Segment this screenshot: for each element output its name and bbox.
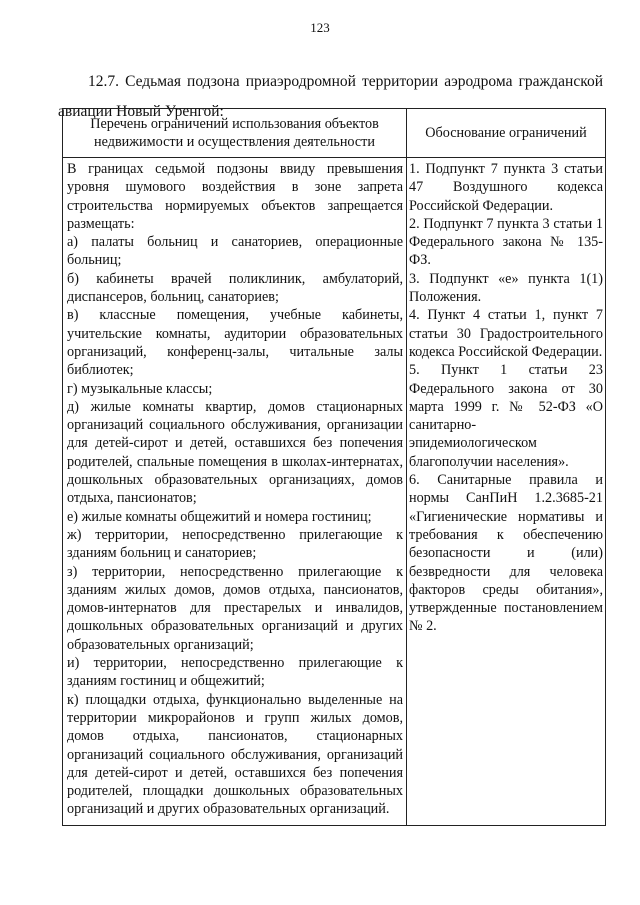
restriction-item-zh: ж) территории, непосредственно прилегающие к зданиям больниц и санаториев; (67, 526, 403, 562)
ground-item-6: 6. Санитарные правила и нормы СанПиН 1.2.3685-21 «Гигиенические нормативы и требования к обеспечению безопасности и (или) безвредности для человека факторов среды обитания», утвержденные постановлением № 2. (409, 472, 603, 635)
ground-item-2: 2. Подпункт 7 пункта 3 статьи 1 Федерального закона № 135-ФЗ. (409, 215, 603, 269)
ground-item-5: 5. Пункт 1 статьи 23 Федерального закона от 30 марта 1999 г. № 52-ФЗ «О санитарно-эпидемиологическом благополучии населения». (409, 362, 603, 470)
restriction-item-z: з) территории, непосредственно прилегающие к зданиям жилых домов, домов отдыха, пансионатов, домов-интернатов для престарелых и инвалидов, дошкольных образовательных организаций и других образовательных организаций; (67, 563, 403, 653)
restrictions-cell (63, 158, 407, 826)
restriction-item-v: в) классные помещения, учебные кабинеты, учительские комнаты, аудитории образовательных организаций, конференц-залы, читальные залы библиотек; (67, 307, 403, 379)
restriction-item-a: а) палаты больниц и санаториев, операционные больниц; (67, 234, 403, 269)
header-grounds: Обоснование ограничений (407, 109, 606, 158)
ground-item-1: 1. Подпункт 7 пункта 3 статьи 47 Воздушного кодекса Российской Федерации. (409, 161, 603, 214)
table-header-row (63, 109, 606, 158)
section-heading: 12.7. Седьмая подзона приаэродромной территории аэродрома гражданской авиации Новый Уренгой: (58, 72, 603, 120)
restriction-item-i: и) территории, непосредственно прилегающие к зданиям гостиниц и общежитий; (67, 655, 403, 690)
restriction-item-k: к) площадки отдыха, функционально выделенные на территории микрорайонов и групп жилых домов, домов отдыха, пансионатов, стационарных организаций социального обслуживания, организаций для детей-сирот и детей, оставшихся без попечения родителей, площадки дошкольных образовательных организаций и других образовательных организаций. (67, 691, 403, 818)
restriction-item-d: д) жилые комнаты квартир, домов стационарных организаций социального обслуживания, организации для детей-сирот и детей, оставшихся без попечения родителей, спальные помещения в школах-интернатах, дошкольных образовательных организациях, домов отдыха, пансионатов; (67, 398, 403, 507)
ground-item-4: 4. Пункт 4 статьи 1, пункт 7 статьи 30 Градостроительного кодекса Российской Федерации. (409, 307, 603, 360)
restriction-item-b: б) кабинеты врачей поликлиник, амбулаторий, диспансеров, больниц, санаториев; (67, 270, 403, 306)
grounds-cell (407, 158, 606, 826)
page-number: 123 (310, 20, 330, 35)
restriction-item-e: е) жилые комнаты общежитий и номера гостиниц; (67, 508, 372, 525)
ground-item-3: 3. Подпункт «е» пункта 1(1) Положения. (409, 270, 603, 306)
header-restrictions: Перечень ограничений использования объектов недвижимости и осуществления деятельности (63, 109, 407, 158)
restriction-item-g: г) музыкальные классы; (67, 380, 213, 397)
restriction-intro: В границах седьмой подзоны ввиду превышения уровня шумового воздействия в зоне запрета строительства нормируемых объектов запрещается размещать: (67, 161, 403, 232)
table-row (63, 158, 606, 826)
restrictions-table (62, 108, 606, 826)
